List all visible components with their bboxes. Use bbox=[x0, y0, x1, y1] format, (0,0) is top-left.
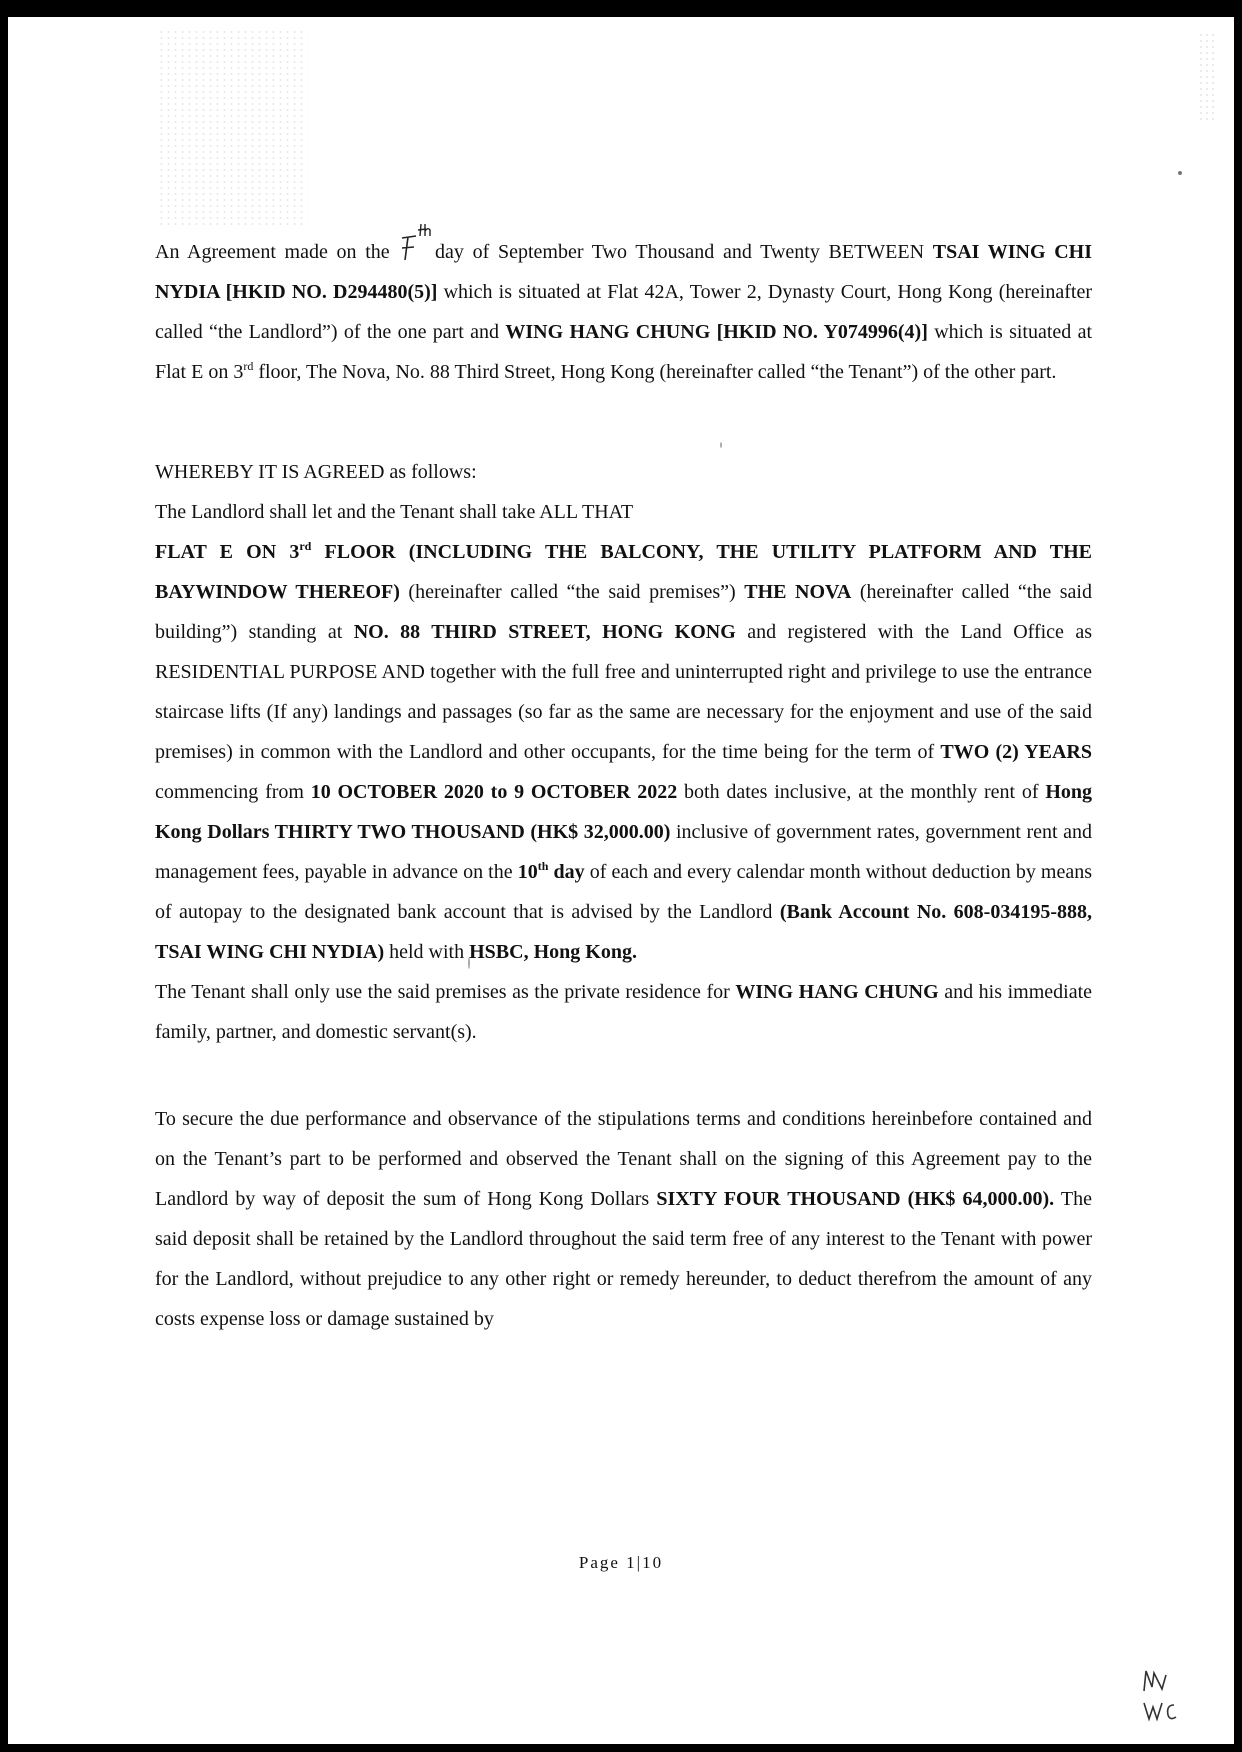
page-number: Page 1|10 bbox=[578, 1553, 664, 1572]
document-page bbox=[8, 17, 1234, 1744]
let-line: The Landlord shall let and the Tenant shall take ALL THAT bbox=[155, 501, 634, 523]
agreement-intro bbox=[155, 232, 1092, 392]
scan-speck bbox=[1178, 171, 1182, 175]
deposit-paragraph: To secure the due performance and observance of the stipulations terms and conditions hereinbefore contained and on the Tenant’s part to be performed and observed the Tenant shall on the signing of this Agreement pay to the Landlord by way of deposit the sum of Hong Kong Dollars SIXTY FOUR THOUSAND (HK$ 64,000.00). The said deposit shall be retained by the Landlord throughout the said term free of any interest to the Tenant with power for the Landlord, without prejudice to any other right or remedy hereunder, to deduct therefrom the amount of any costs expense loss or damage sustained by bbox=[155, 1108, 1093, 1330]
scan-noise bbox=[1198, 32, 1218, 122]
use-clause bbox=[155, 972, 1092, 1052]
scan-speck bbox=[720, 442, 722, 448]
agreement-clauses bbox=[155, 452, 1092, 972]
intro-paragraph: An Agreement made on the day of September Two Thousand and Twenty BETWEEN TSAI WING CHI NYDIA [HKID NO. D294480(5)] which is situated at Flat 42A, Tower 2, Dynasty Court, Hong Kong (hereinafter called “the Landlord”) of the one part and WING HANG CHUNG [HKID NO. Y074996(4)] which is situated at Flat E on 3rd floor, The Nova, No. 88 Third Street, Hong Kong (hereinafter called “the Tenant”) of the other part. bbox=[155, 232, 1092, 392]
deposit-clause bbox=[155, 1099, 1092, 1339]
whereby-line: WHEREBY IT IS AGREED as follows: bbox=[155, 461, 477, 483]
use-paragraph: The Tenant shall only use the said premises as the private residence for WING HANG CHUNG and his immediate family, partner, and domestic servant(s). bbox=[155, 981, 1093, 1043]
handwritten-initials bbox=[1140, 1667, 1200, 1727]
handwritten-date bbox=[398, 240, 426, 260]
scan-noise bbox=[158, 29, 308, 229]
premises-paragraph: FLAT E ON 3rd FLOOR (INCLUDING THE BALCONY, THE UTILITY PLATFORM AND THE BAYWINDOW THEREOF) (hereinafter called “the said premises”) THE NOVA (hereinafter called “the said building”) standing at NO. 88 THIRD STREET, HONG KONG and registered with the Land Office as RESIDENTIAL PURPOSE AND together with the full free and uninterrupted right and privilege to use the entrance staircase lifts (If any) landings and passages (so far as the same are necessary for the enjoyment and use of the said premises) in common with the Landlord and other occupants, for the time being for the term of TWO (2) YEARS commencing from 10 OCTOBER 2020 to 9 OCTOBER 2022 both dates inclusive, at the monthly rent of Hong Kong Dollars THIRTY TWO THOUSAND (HK$ 32,000.00) inclusive of government rates, government rent and management fees, payable in advance on the 10th day of each and every calendar month without deduction by means of autopay to the designated bank account that is advised by the Landlord (Bank Account No. 608-034195-888, TSAI WING CHI NYDIA) held with HSBC, Hong Kong. bbox=[155, 539, 1093, 963]
